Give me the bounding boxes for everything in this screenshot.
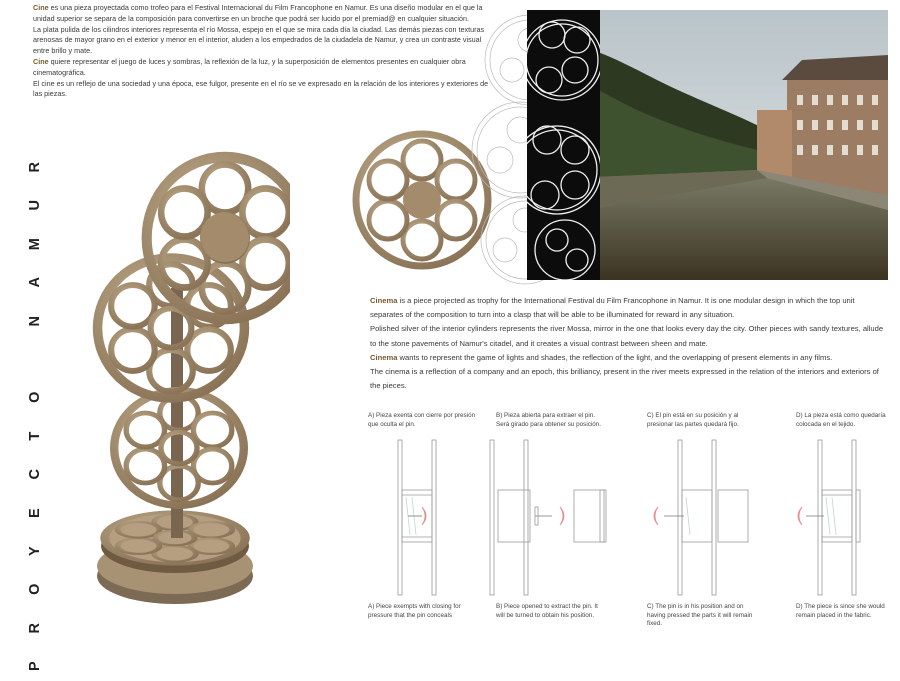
keyword-cine-2: Cine bbox=[33, 56, 49, 66]
diagram-d-caption-bottom: D) The piece is since she would remain placed in the fabric. bbox=[796, 603, 885, 619]
vertical-title-letter: T bbox=[26, 431, 43, 441]
diagram-a bbox=[398, 440, 436, 595]
english-text-block bbox=[370, 294, 890, 393]
keyword-cinema: Cinema bbox=[370, 296, 398, 305]
spanish-p3-text: quiere representar el juego de luces y sombras, la reflexión de la luz, y la superposición de elementos presentes en cualquier obra cinematográfica. bbox=[33, 56, 466, 77]
diagram-b-caption-top: B) Pieza abierta para extraer el pin. Será girado para obtener su posición. bbox=[496, 412, 602, 428]
vertical-title-letter: N bbox=[26, 315, 43, 327]
spanish-paragraph-2: La plata pulida de los cilindros interiores representa el río Mossa, espejo en el que se mira cada día la ciudad. Las demás piezas con texturas arenosas de mayor grano en el exterior y menor en el interior, aluden a los empedrados de la ciudadela de Namur, y crea un contraste visual entre brillo y mate. bbox=[33, 24, 485, 56]
diagram-b bbox=[498, 490, 606, 542]
vertical-title-letter: O bbox=[26, 391, 43, 404]
spanish-p1-text: es una pieza proyectada como trofeo para el Festival Internacional du Film Francophone en Namur. Es una diseño modular en el que la unidad superior se separa de la composición para convertirse en un broche que podrá ser lucido por el premiad@ en cualquier situación. bbox=[33, 3, 483, 23]
trophy-render bbox=[75, 128, 290, 628]
spanish-text-block bbox=[33, 3, 493, 100]
vertical-title-letter: C bbox=[26, 469, 43, 480]
diagram-a-caption-top: A) Pieza exenta con cierre por presión que oculta el pin. bbox=[368, 412, 476, 428]
english-paragraph-4: The cinema is a reflection of a company and an epoch, this brilliancy, present in the river meets expressed in the relation of the interiors and exteriors of the pieces. bbox=[370, 367, 879, 391]
spanish-paragraph-3 bbox=[33, 57, 493, 79]
vertical-title-letter: R bbox=[26, 161, 43, 173]
keyword-cine: Cine bbox=[33, 3, 49, 12]
vertical-title-letter: P bbox=[26, 661, 43, 672]
diagram-b-caption-bottom: B) Piece opened to extract the pin. It will be turned to obtain his position. bbox=[496, 603, 598, 619]
english-p1-text: is a piece projected as trophy for the International Festival du Film Francophone in Namur. It is one modular design in which the top unit separates of the composition to turn into a clasp that will be able to be illuminated for reward in any situation. bbox=[370, 296, 855, 320]
english-paragraph-1 bbox=[370, 294, 890, 322]
vertical-title bbox=[20, 148, 50, 672]
diagram-c-caption-top: C) El pin está en su posición y al presionar las partes quedará fijo. bbox=[647, 412, 739, 428]
diagram-a-caption-bottom: A) Piece exempts with closing for pressure that the pin conceals bbox=[368, 603, 461, 619]
rings-detail-panel bbox=[527, 10, 600, 280]
vertical-title-letter: A bbox=[26, 277, 43, 288]
english-paragraph-3 bbox=[370, 351, 890, 365]
vertical-title-letter: O bbox=[26, 583, 43, 596]
assembly-diagrams bbox=[360, 435, 900, 600]
english-p3-text: wants to represent the game of lights and shades, the reflection of the light, and the overlapping of present elements in any films. bbox=[397, 352, 833, 362]
vertical-title-letter: Y bbox=[26, 546, 43, 556]
vertical-title-letter: M bbox=[26, 237, 43, 251]
keyword-cinema-2: Cinema bbox=[370, 352, 398, 362]
vertical-title-letter: E bbox=[26, 507, 43, 518]
diagram-d bbox=[798, 440, 860, 595]
vertical-title-letter: U bbox=[26, 200, 43, 211]
spanish-paragraph-1 bbox=[33, 3, 493, 25]
diagram-c-caption-bottom: C) The pin is in his position and on having pressed the parts it will remain fixed. bbox=[647, 603, 753, 628]
diagram-c bbox=[654, 440, 748, 595]
vertical-title-letter bbox=[16, 344, 54, 374]
english-paragraph-2: Polished silver of the interior cylinders represents the river Mossa, mirror in the one that looks every day the city. Other pieces with sandy textures, allude to the stone pavements of Namur's citadel, and it creates a visual contrast between sheen and mate. bbox=[370, 324, 884, 348]
diagram-d-caption-top: D) La pieza está como quedaría colocada en el tejido. bbox=[796, 412, 886, 428]
vertical-title-letter: R bbox=[26, 622, 43, 634]
spanish-paragraph-4: El cine es un reflejo de una sociedad y una época, ese fulgor, presente en el río se ve expresado en la relación de los interiores y exteriores de las piezas. bbox=[33, 78, 489, 99]
